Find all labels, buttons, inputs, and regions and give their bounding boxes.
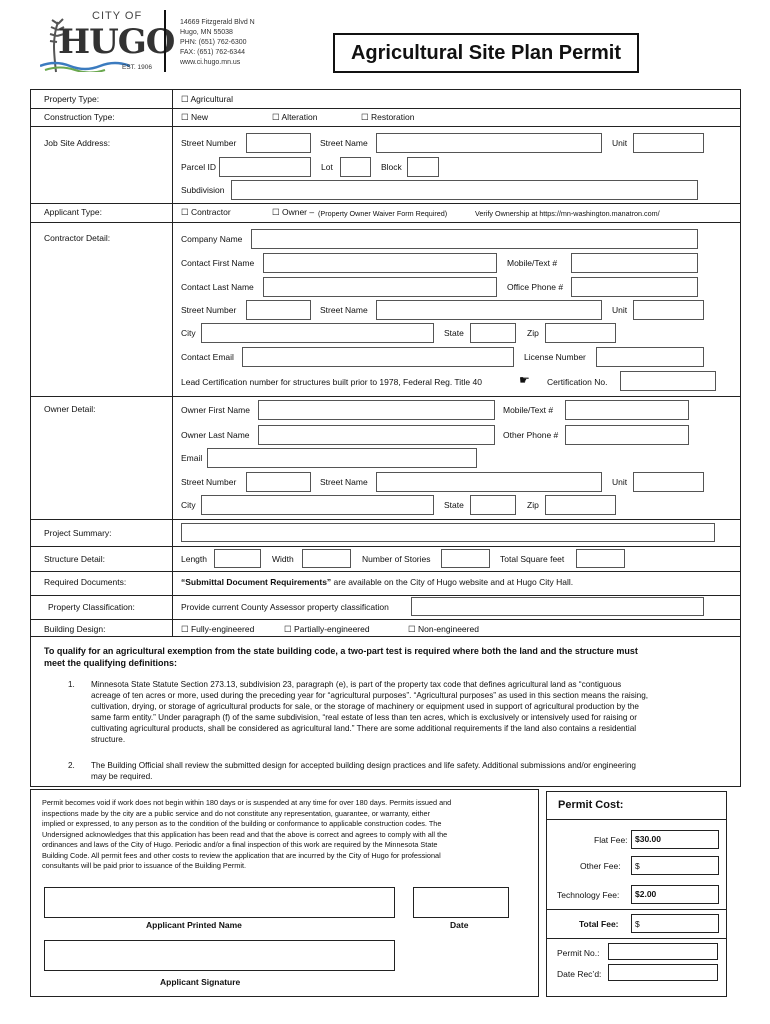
contact-last-label: Contact Last Name (181, 282, 254, 292)
logo-hugo: HUGO (58, 22, 175, 62)
item1-text (91, 679, 648, 745)
owner-street-name-label: Street Name (320, 477, 368, 487)
disclaimer-line: implied or expressed, to any person as to the condition of the building or conformance to applicable construction codes. The (42, 819, 442, 828)
applicant-type-label: Applicant Type: (44, 207, 102, 217)
length-field[interactable] (214, 549, 261, 568)
contractor-zip-label: Zip (527, 328, 539, 338)
mobile-field[interactable] (571, 253, 698, 273)
row-sep (30, 108, 741, 109)
other-fee-label: Other Fee: (580, 861, 621, 871)
owner-waiver-note: (Property Owner Waiver Form Required) (318, 209, 448, 218)
other-fee-field[interactable] (631, 856, 719, 875)
owner-street-number-label: Street Number (181, 477, 237, 487)
subdivision-field[interactable] (231, 180, 698, 200)
job-street-number-label: Street Number (181, 138, 237, 148)
permit-no-field[interactable] (608, 943, 718, 960)
date-field[interactable] (413, 887, 509, 918)
owner-city-label: City (181, 500, 196, 510)
contact-email-label: Contact Email (181, 352, 234, 362)
owner-state-label: State (444, 500, 464, 510)
owner-first-field[interactable] (258, 400, 495, 420)
item1-line: structure. (91, 735, 126, 744)
other-fee-value: $ (635, 861, 640, 871)
qualify-heading-1: To qualify for an agricultural exemption from the state building code, a two-part test is required where both the land and the structure must (44, 646, 638, 656)
item1-line: same farm entity.” Under paragraph (f) of the same subdivision, “real estate of less than ten acres, which is exclusively or intensively used for raising or (91, 713, 637, 722)
item1-line: acreage of ten acres or more, used during the preceding year for “agricultural purposes”. “Agricultural purposes” as used in this section means the raising, (91, 691, 649, 700)
block-field[interactable] (407, 157, 439, 177)
contractor-unit-field[interactable] (633, 300, 704, 320)
property-class-label: Property Classification: (48, 602, 135, 612)
contractor-street-number-label: Street Number (181, 305, 237, 315)
owner-detail-label: Owner Detail: (44, 404, 96, 414)
project-summary-field[interactable] (181, 523, 715, 542)
item2-number: 2. (68, 761, 75, 770)
permit-no-label: Permit No.: (557, 948, 600, 958)
item2-line: The Building Official shall review the submitted design for accepted building design practices and life safety. Additional submissions and/or engineering (91, 761, 636, 770)
restoration-checkbox[interactable]: ☐ Restoration (361, 112, 415, 122)
date-recd-label: Date Rec’d: (557, 969, 602, 979)
disclaimer-line: Permit becomes void if work does not begin within 180 days or is suspended at any time for over 180 days. Permits issued and (42, 798, 452, 807)
owner-checkbox[interactable]: ☐ Owner – (272, 207, 315, 217)
contractor-checkbox[interactable]: ☐ Contractor (181, 207, 231, 217)
owner-mobile-label: Mobile/Text # (503, 405, 554, 415)
flat-fee-value: $30.00 (635, 834, 661, 844)
pointing-hand-icon: ☛ (519, 373, 530, 387)
qualify-heading-2: meet the qualifying definitions: (44, 658, 178, 668)
construction-type-label: Construction Type: (44, 112, 115, 122)
lot-label: Lot (321, 162, 333, 172)
row-sep (30, 595, 741, 596)
item1-number: 1. (68, 680, 75, 689)
contractor-zip-field[interactable] (545, 323, 616, 343)
company-name-label: Company Name (181, 234, 243, 244)
new-checkbox[interactable]: ☐ New (181, 112, 208, 122)
disclaimer-line: Building Code. All permit fees and other costs to review the application that are incurred by the City of Hugo for professional (42, 850, 441, 860)
flat-fee-label: Flat Fee: (594, 835, 628, 845)
contractor-street-name-label: Street Name (320, 305, 368, 315)
stories-label: Number of Stories (362, 554, 431, 564)
length-label: Length (181, 554, 207, 564)
property-type-label: Property Type: (44, 94, 100, 104)
job-unit-label: Unit (612, 138, 628, 148)
owner-state-field[interactable] (470, 495, 516, 515)
address-line2: Hugo, MN 55038 (180, 29, 233, 36)
job-street-number-field[interactable] (246, 133, 311, 153)
printed-name-field[interactable] (44, 887, 395, 918)
item2-text (91, 760, 636, 782)
job-unit-field[interactable] (633, 133, 704, 153)
cost-title-sep (546, 819, 727, 820)
owner-city-field[interactable] (201, 495, 434, 515)
disclaimer-line: Undersigned acknowledges that this application has been read and that the above is correct and agrees to comply with all the (42, 829, 448, 839)
owner-zip-field[interactable] (545, 495, 616, 515)
parcel-id-field[interactable] (219, 157, 311, 177)
job-street-name-field[interactable] (376, 133, 602, 153)
water-wave-icon (40, 60, 130, 72)
width-label: Width (272, 554, 294, 564)
license-number-field[interactable] (596, 347, 704, 367)
fax-line: FAX: (651) 762-6344 (180, 49, 245, 56)
permit-cost-title: Permit Cost: (558, 799, 624, 811)
contractor-street-number-field[interactable] (246, 300, 311, 320)
owner-last-field[interactable] (258, 425, 495, 445)
cost-permit-sep (546, 938, 727, 939)
signature-field[interactable] (44, 940, 395, 971)
contact-last-field[interactable] (263, 277, 497, 297)
property-class-field[interactable] (411, 597, 704, 616)
office-phone-field[interactable] (571, 277, 698, 297)
submittal-requirements-link[interactable]: “Submittal Document Requirements” (181, 577, 332, 587)
city-logo (30, 8, 175, 74)
row-sep (30, 546, 741, 547)
signature-label: Applicant Signature (160, 977, 241, 987)
license-number-label: License Number (524, 352, 586, 362)
partially-engineered-checkbox[interactable]: ☐ Partially-engineered (284, 624, 370, 634)
page-title: Agricultural Site Plan Permit (333, 33, 639, 73)
row-sep (30, 619, 741, 620)
phone-line: PHN: (651) 762-6300 (180, 39, 247, 46)
city-address (180, 18, 255, 68)
lot-field[interactable] (340, 157, 371, 177)
owner-unit-label: Unit (612, 477, 628, 487)
owner-first-label: Owner First Name (181, 405, 250, 415)
agricultural-checkbox[interactable]: ☐ Agricultural (181, 94, 234, 104)
job-street-name-label: Street Name (320, 138, 368, 148)
lead-cert-text: Lead Certification number for structures built prior to 1978, Federal Reg. Title 40 (181, 377, 482, 387)
item1-line: Minnesota State Statute Section 273.13, subdivision 23, paragraph (e), is part of the property tax code that defines agricultural land as “contiguous (91, 680, 622, 689)
alteration-checkbox[interactable]: ☐ Alteration (272, 112, 318, 122)
parcel-id-label: Parcel ID (181, 162, 216, 172)
fully-engineered-checkbox[interactable]: ☐ Fully-engineered (181, 624, 255, 634)
contractor-street-name-field[interactable] (376, 300, 602, 320)
contact-first-label: Contact First Name (181, 258, 255, 268)
owner-last-label: Owner Last Name (181, 430, 250, 440)
owner-other-phone-label: Other Phone # (503, 430, 559, 440)
row-sep (30, 126, 741, 127)
row-sep (30, 571, 741, 572)
date-label: Date (450, 920, 469, 930)
row-sep (30, 203, 741, 204)
non-engineered-checkbox[interactable]: ☐ Non-engineered (408, 624, 479, 634)
cert-no-field[interactable] (620, 371, 716, 391)
disclaimer-text (42, 798, 451, 872)
mobile-label: Mobile/Text # (507, 258, 558, 268)
logo-est: EST. 1906 (122, 64, 152, 71)
printed-name-label: Applicant Printed Name (146, 920, 242, 930)
owner-email-label: Email (181, 453, 203, 463)
owner-other-phone-field[interactable] (565, 425, 689, 445)
total-fee-field[interactable] (631, 914, 719, 933)
contractor-unit-label: Unit (612, 305, 628, 315)
contact-first-field[interactable] (263, 253, 497, 273)
contractor-city-field[interactable] (201, 323, 434, 343)
company-name-field[interactable] (251, 229, 698, 249)
property-class-text: Provide current County Assessor property classification (181, 602, 389, 612)
required-docs-label: Required Documents: (44, 577, 127, 587)
item1-line: cultivating agricultural products, shall be considered as agricultural land.” There are some additional requirements if the land also contains a residential (91, 724, 637, 733)
row-sep (30, 396, 741, 397)
contractor-state-field[interactable] (470, 323, 516, 343)
header-divider (164, 10, 166, 72)
subdivision-label: Subdivision (181, 185, 225, 195)
disclaimer-line: consultants will be paid prior to issuance of the Building Permit. (42, 861, 247, 870)
cert-no-label: Certification No. (547, 377, 608, 387)
building-design-label: Building Design: (44, 624, 106, 634)
row-sep (30, 222, 741, 223)
disclaimer-line: inspections made by the city are a public service and do not constitute any representation, guarantee, or warranty, either (42, 808, 431, 818)
total-fee-value: $ (635, 919, 640, 929)
item1-line: cultivation, drying, or storage of agricultural products for sale, or the storage of machinery or equipment used in support of agricultural production by the (91, 702, 639, 711)
item2-line: may be required. (91, 772, 153, 781)
web-line: www.ci.hugo.mn.us (180, 59, 241, 66)
label-column-divider (172, 89, 173, 637)
row-sep (30, 519, 741, 520)
sqft-label: Total Square feet (500, 554, 565, 564)
owner-email-field[interactable] (207, 448, 477, 468)
address-line1: 14669 Fitzgerald Blvd N (180, 19, 255, 26)
required-docs-rest: are available on the City of Hugo website and at Hugo City Hall. (331, 577, 574, 587)
owner-zip-label: Zip (527, 500, 539, 510)
disclaimer-line: ordinances and laws of the City of Hugo. Periodic and/or a final inspection of this work are required by the Minnesota State (42, 840, 438, 849)
owner-street-number-field[interactable] (246, 472, 311, 492)
verify-ownership-text: Verify Ownership at https://mn-washington.manatron.com/ (475, 209, 660, 218)
contractor-detail-label: Contractor Detail: (44, 233, 111, 243)
contractor-state-label: State (444, 328, 464, 338)
owner-mobile-field[interactable] (565, 400, 689, 420)
structure-detail-label: Structure Detail: (44, 554, 105, 564)
job-site-label: Job Site Address: (44, 138, 111, 148)
required-docs-text (181, 577, 573, 588)
block-label: Block (381, 162, 402, 172)
date-recd-field[interactable] (608, 964, 718, 981)
stories-field[interactable] (441, 549, 490, 568)
project-summary-label: Project Summary: (44, 528, 112, 538)
owner-unit-field[interactable] (633, 472, 704, 492)
contractor-city-label: City (181, 328, 196, 338)
owner-street-name-field[interactable] (376, 472, 602, 492)
tech-fee-label: Technology Fee: (557, 890, 620, 900)
logo-city-of: CITY OF (92, 10, 143, 22)
office-phone-label: Office Phone # (507, 282, 564, 292)
contact-email-field[interactable] (242, 347, 514, 367)
cost-total-sep (546, 909, 727, 910)
total-fee-label: Total Fee: (579, 919, 619, 929)
tech-fee-value: $2.00 (635, 889, 657, 899)
sqft-field[interactable] (576, 549, 625, 568)
width-field[interactable] (302, 549, 351, 568)
